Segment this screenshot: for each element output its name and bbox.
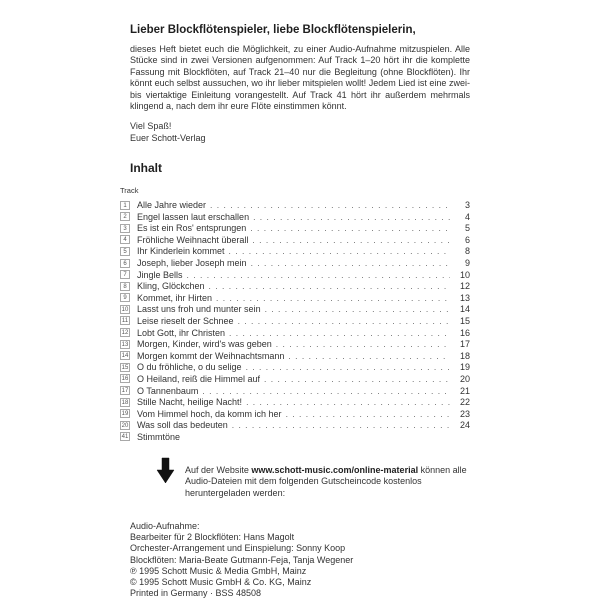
credit-line: Blockflöten: Maria-Beate Gutmann-Feja, Tanja Wegener [130, 554, 354, 565]
dot-leader [209, 281, 450, 291]
credit-line: © 1995 Schott Music GmbH & Co. KG, Mainz [130, 576, 312, 587]
track-title: Lasst uns froh und munter sein [137, 304, 261, 315]
track-title: Morgen, Kinder, wird's was geben [137, 339, 272, 350]
track-row [120, 350, 470, 362]
toc-heading: Inhalt [130, 161, 162, 176]
track-page: 22 [459, 397, 470, 408]
track-page: 9 [464, 258, 470, 269]
track-row [120, 396, 470, 408]
dot-leader [229, 328, 450, 338]
credit-line: Bearbeiter für 2 Blockflöten: Hans Magolt [130, 532, 295, 543]
dot-leader [216, 293, 450, 303]
dot-leader [250, 223, 450, 233]
track-page: 3 [464, 200, 470, 211]
track-row [120, 327, 470, 339]
track-row [120, 373, 470, 385]
track-title: Kommet, ihr Hirten [137, 292, 213, 303]
dot-leader [286, 409, 450, 419]
track-number: 7 [120, 270, 130, 279]
track-number: 8 [120, 282, 130, 291]
dot-leader [229, 246, 450, 256]
track-number: 1 [120, 201, 130, 210]
dot-leader [238, 316, 450, 326]
track-row [120, 431, 470, 443]
dot-leader [253, 212, 450, 222]
track-title: Ihr Kinderlein kommet [137, 246, 225, 257]
track-page: 14 [459, 304, 470, 315]
track-number: 5 [120, 247, 130, 256]
track-number: 18 [121, 399, 129, 406]
credit-line: ℗ 1995 Schott Music & Media GmbH, Mainz [130, 565, 307, 576]
track-title: Leise rieselt der Schnee [137, 315, 234, 326]
track-page: 8 [464, 246, 470, 257]
track-number: 10 [121, 306, 129, 313]
track-number: 17 [121, 388, 129, 395]
track-row [120, 257, 470, 269]
track-row [120, 304, 470, 316]
track-number: 4 [120, 235, 130, 244]
intro-paragraph: dieses Heft bietet euch die Möglichkeit, zu einer Audio-Aufnahme mitzuspielen. Alle Stücke sind in zwei Versionen aufgenommen: Auf Track 1–20 hört ihr die komplette Fassung mit Blockflöten, auf Track 21–40 nur die Begleitung (ohne Blockflöten). Ihr könnt euch selbst aussuchen, wo ihr lieber mitspielen wollt! Jedem Lied ist eine zwei- bis viertaktige Einleitung vorangestellt. Auf Track 41 hört ihr außerdem mehrmals klingend a, nach dem ihr eure Flöte einstimmen könnt. [130, 44, 470, 112]
credit-line: Orchester-Arrangement und Einspielung: Sonny Koop [130, 543, 346, 554]
dot-leader [265, 304, 450, 314]
track-title: Engel lassen laut erschallen [137, 211, 250, 222]
track-title: Jingle Bells [137, 269, 183, 280]
track-page: 24 [459, 420, 470, 431]
credits [130, 521, 470, 599]
track-number: 41 [121, 434, 129, 441]
download-arrow-icon [156, 456, 175, 489]
track-number: 6 [120, 259, 130, 268]
website-url: www.schott-music.com/online-material [251, 464, 419, 475]
download-note [156, 456, 470, 508]
track-page: 6 [464, 234, 470, 245]
track-page: 19 [459, 362, 470, 373]
track-row [120, 338, 470, 350]
track-number: 16 [121, 376, 129, 383]
track-row [120, 269, 470, 281]
track-title: Was soll das bedeuten [137, 420, 228, 431]
track-page: 17 [459, 339, 470, 350]
dot-leader [251, 258, 450, 268]
track-title: Joseph, lieber Joseph mein [137, 258, 247, 269]
track-page: 5 [464, 223, 470, 234]
track-page: 23 [459, 408, 470, 419]
track-number: 14 [121, 353, 129, 360]
track-row [120, 420, 470, 432]
closing-line-1: Viel Spaß! [130, 121, 172, 132]
track-page: 15 [459, 315, 470, 326]
track-page: 20 [459, 373, 470, 384]
track-number: 11 [121, 318, 129, 325]
credit-line: Audio-Aufnahme: [130, 520, 200, 531]
track-list [120, 199, 470, 442]
track-row [120, 246, 470, 258]
table-of-contents [120, 186, 470, 442]
track-number: 19 [121, 411, 129, 418]
track-row [120, 292, 470, 304]
track-number: 13 [121, 341, 129, 348]
track-title: O du fröhliche, o du selige [137, 362, 242, 373]
track-title: Alle Jahre wieder [137, 200, 207, 211]
track-title: Lobt Gott, ihr Christen [137, 327, 226, 338]
track-number: 9 [120, 293, 130, 302]
dot-leader [288, 351, 450, 361]
track-row [120, 211, 470, 223]
track-page: 12 [459, 281, 470, 292]
credit-line: Printed in Germany · BSS 48508 [130, 588, 262, 599]
dot-leader [202, 386, 450, 396]
track-title: Stimmtöne [137, 431, 181, 442]
dot-leader [210, 200, 450, 210]
track-row [120, 222, 470, 234]
track-title: Vom Himmel hoch, da komm ich her [137, 408, 282, 419]
dot-leader [276, 339, 450, 349]
track-title: Morgen kommt der Weihnachtsmann [137, 350, 285, 361]
track-number: 12 [121, 330, 129, 337]
dot-leader [264, 374, 450, 384]
track-page: 13 [459, 292, 470, 303]
track-title: Fröhliche Weihnacht überall [137, 234, 249, 245]
track-row [120, 408, 470, 420]
track-number: 3 [120, 224, 130, 233]
track-title: Es ist ein Ros' entsprungen [137, 223, 247, 234]
track-row [120, 234, 470, 246]
track-number: 2 [120, 212, 130, 221]
track-title: O Tannenbaum [137, 385, 199, 396]
track-row [120, 362, 470, 374]
track-title: Stille Nacht, heilige Nacht! [137, 397, 243, 408]
track-title: O Heiland, reiß die Himmel auf [137, 373, 261, 384]
track-page: 4 [464, 211, 470, 222]
track-page: 21 [459, 385, 470, 396]
track-row [120, 385, 470, 397]
track-column-label: Track [120, 186, 139, 196]
dot-leader [246, 362, 450, 372]
track-row [120, 280, 470, 292]
track-title: Kling, Glöckchen [137, 281, 205, 292]
track-number: 15 [121, 364, 129, 371]
track-page: 10 [459, 269, 470, 280]
note-prefix: Auf der Website [185, 464, 252, 475]
track-number: 20 [121, 422, 129, 429]
closing-block [130, 121, 470, 144]
download-note-text [185, 465, 470, 499]
dot-leader [187, 270, 450, 280]
closing-line-2: Euer Schott-Verlag [130, 132, 206, 143]
greeting-heading: Lieber Blockflötenspieler, liebe Blockflötenspielerin, [130, 24, 416, 36]
dot-leader [232, 420, 450, 430]
note-suffix: können alle Audio-Dateien mit dem folgenden Gutscheincode kostenlos heruntergeladen werden: [185, 464, 467, 498]
dot-leader [246, 397, 450, 407]
dot-leader [252, 235, 450, 245]
track-row [120, 315, 470, 327]
track-page: 16 [459, 327, 470, 338]
track-row [120, 199, 470, 211]
track-page: 18 [459, 350, 470, 361]
